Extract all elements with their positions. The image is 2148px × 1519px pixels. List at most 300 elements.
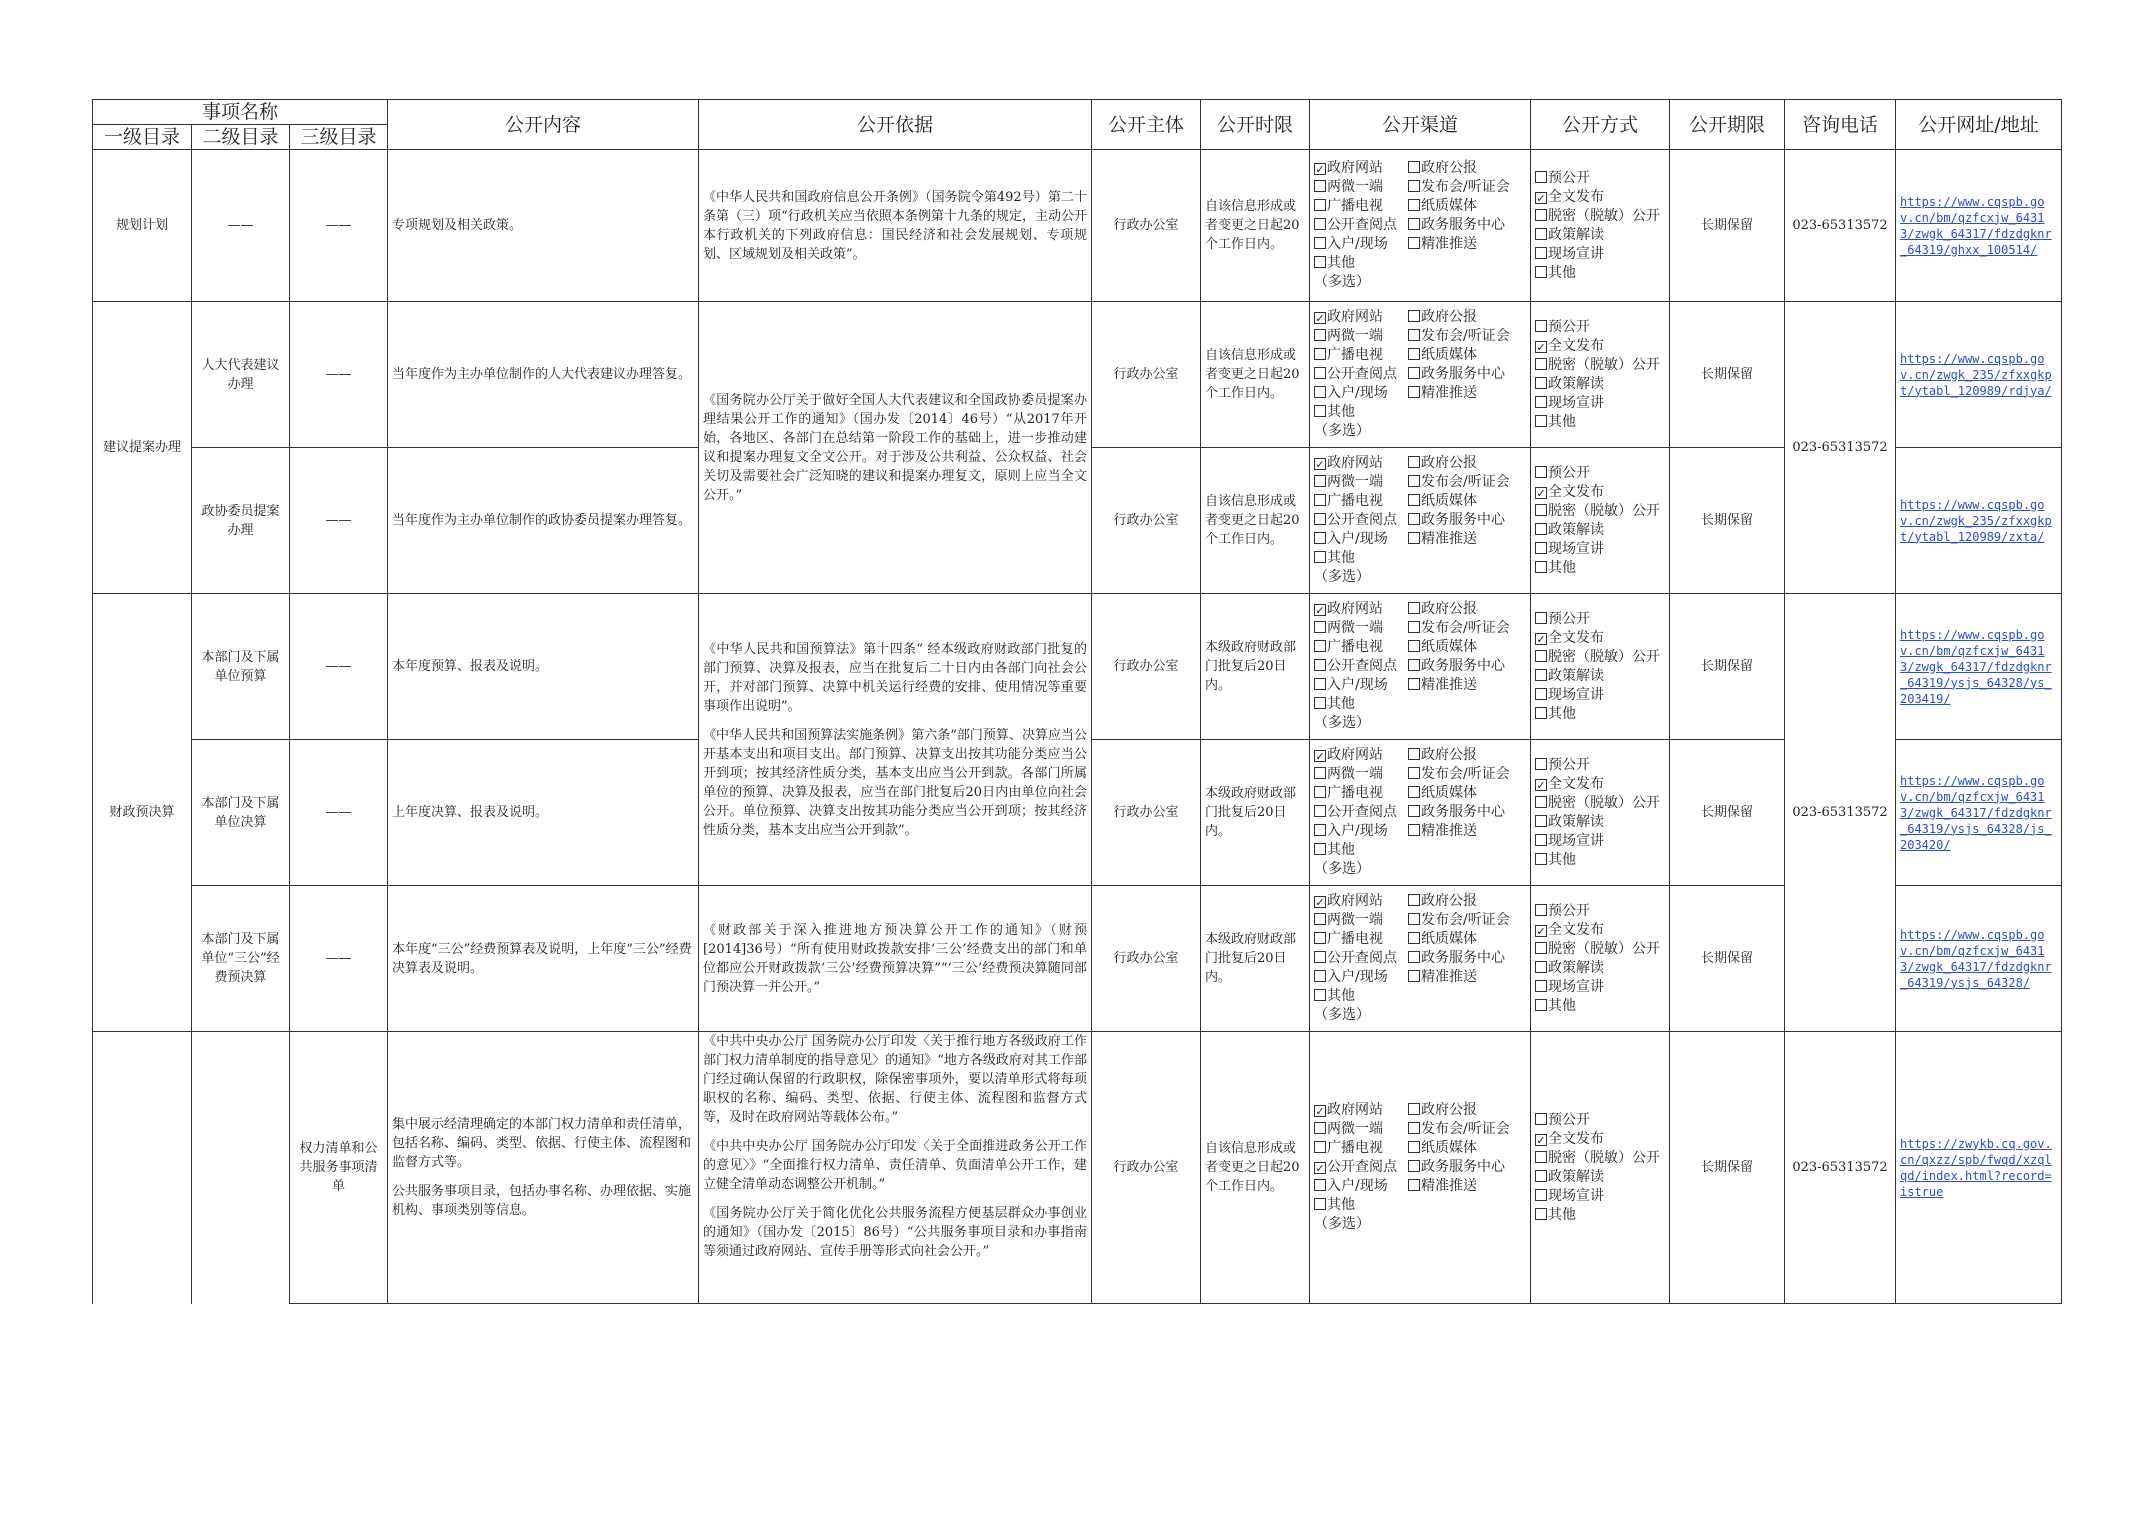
channel-option-c7[interactable] bbox=[1314, 657, 1408, 676]
checkbox[interactable] bbox=[1314, 824, 1326, 836]
channel-option-c6[interactable] bbox=[1408, 784, 1518, 803]
checkbox[interactable] bbox=[1535, 925, 1547, 937]
checkbox[interactable] bbox=[1314, 1105, 1326, 1117]
checkbox[interactable] bbox=[1535, 487, 1547, 499]
checkbox[interactable] bbox=[1535, 980, 1547, 992]
channel-cell bbox=[1310, 886, 1531, 1032]
method-cell bbox=[1531, 886, 1670, 1032]
method-label: 全文发布 bbox=[1548, 337, 1604, 354]
checkbox[interactable] bbox=[1535, 377, 1547, 389]
method-option-m2[interactable] bbox=[1535, 1130, 1665, 1149]
method-option-m5[interactable] bbox=[1535, 540, 1665, 559]
method-option-m6[interactable] bbox=[1535, 851, 1665, 870]
checkbox[interactable] bbox=[1314, 532, 1326, 544]
url-cell[interactable] bbox=[1896, 448, 2062, 594]
channel-option-c11[interactable] bbox=[1314, 987, 1526, 1006]
checkbox[interactable] bbox=[1408, 1103, 1420, 1115]
channel-option-c11[interactable] bbox=[1314, 254, 1526, 273]
checkbox[interactable] bbox=[1314, 913, 1326, 925]
channel-option-c10[interactable] bbox=[1408, 1177, 1518, 1196]
channel-option-c1[interactable] bbox=[1314, 1101, 1408, 1120]
checkbox[interactable] bbox=[1408, 786, 1420, 798]
channel-option-c8[interactable] bbox=[1408, 365, 1518, 384]
channel-option-c3[interactable] bbox=[1314, 178, 1408, 197]
method-option-m2[interactable] bbox=[1535, 483, 1665, 502]
channel-option-c11[interactable] bbox=[1314, 695, 1526, 714]
url-link[interactable]: https://www.cqspb.gov.cn/zwgk_235/zfxxgkpt/ytabl_120989/rdjya/ bbox=[1900, 351, 2052, 398]
method-option-m2[interactable] bbox=[1535, 337, 1665, 356]
checkbox[interactable] bbox=[1535, 542, 1547, 554]
url-link[interactable]: https://www.cqspb.gov.cn/zwgk_235/zfxxgkpt/ytabl_120989/zxta/ bbox=[1900, 497, 2052, 544]
level2-cell: 本部门及下属单位“三公”经费预决算 bbox=[192, 886, 290, 1032]
method-option-m1[interactable] bbox=[1535, 464, 1665, 483]
checkbox[interactable] bbox=[1314, 199, 1326, 211]
channel-option-c5[interactable] bbox=[1314, 197, 1408, 216]
level3-cell: —— bbox=[290, 302, 388, 448]
method-option-m6[interactable] bbox=[1535, 1206, 1665, 1225]
checkbox[interactable] bbox=[1408, 310, 1420, 322]
checkbox[interactable] bbox=[1314, 989, 1326, 1001]
checkbox[interactable] bbox=[1314, 678, 1326, 690]
method-option-m5[interactable] bbox=[1535, 686, 1665, 705]
url-cell[interactable] bbox=[1896, 1032, 2062, 1304]
method-option-m4[interactable] bbox=[1535, 226, 1665, 245]
checkbox[interactable] bbox=[1314, 494, 1326, 506]
checkbox[interactable] bbox=[1535, 1170, 1547, 1182]
method-label: 现场宣讲 bbox=[1548, 686, 1604, 703]
checkbox[interactable] bbox=[1535, 1151, 1547, 1163]
channel-label: 发布会/听证会 bbox=[1421, 620, 1510, 636]
channel-cell bbox=[1310, 594, 1531, 740]
basis-paragraph: 《中华人民共和国预算法实施条例》第六条“部门预算、决算应当公开基本支出和项目支出。部门预算、决算支出按其功能分类应当公开到项；按其经济性质分类，基本支出应当公开到款。各部门所属单位的预算、决算及报表，应当在部门批复后20日内由单位向社会公开。单位预算、决算支出按其功能分类应当公开到项；按其经济性质分类，基本支出应当公开到款”。 bbox=[703, 727, 1087, 838]
channel-option-c2[interactable] bbox=[1408, 308, 1518, 327]
method-option-m1[interactable] bbox=[1535, 756, 1665, 775]
checkbox[interactable] bbox=[1408, 348, 1420, 360]
method-option-m6[interactable] bbox=[1535, 705, 1665, 724]
checkbox[interactable] bbox=[1535, 247, 1547, 259]
checkbox[interactable] bbox=[1408, 180, 1420, 192]
checkbox[interactable] bbox=[1314, 843, 1326, 855]
method-option-m5[interactable] bbox=[1535, 832, 1665, 851]
channel-option-c7[interactable] bbox=[1314, 949, 1408, 968]
checkbox[interactable] bbox=[1314, 1198, 1326, 1210]
channel-option-c8[interactable] bbox=[1408, 803, 1518, 822]
method-option-m2[interactable] bbox=[1535, 629, 1665, 648]
channel-option-c4[interactable] bbox=[1408, 619, 1518, 638]
channel-label: 入户/现场 bbox=[1327, 531, 1388, 547]
method-option-m4[interactable] bbox=[1535, 667, 1665, 686]
checkbox[interactable] bbox=[1408, 1160, 1420, 1172]
channel-option-c4[interactable] bbox=[1408, 178, 1518, 197]
method-option-m6[interactable] bbox=[1535, 997, 1665, 1016]
url-link[interactable]: https://www.cqspb.gov.cn/bm/qzfcxjw_64313/zwgk_64317/fdzdgknr_64319/ysjs_64328/ bbox=[1900, 927, 2052, 990]
checkbox[interactable] bbox=[1535, 796, 1547, 808]
checkbox[interactable] bbox=[1535, 396, 1547, 408]
method-option-m4[interactable] bbox=[1535, 521, 1665, 540]
channel-option-c4[interactable] bbox=[1408, 327, 1518, 346]
channel-option-c10[interactable] bbox=[1408, 235, 1518, 254]
method-option-m3[interactable] bbox=[1535, 794, 1665, 813]
channel-option-c10[interactable] bbox=[1408, 676, 1518, 695]
checkbox[interactable] bbox=[1408, 329, 1420, 341]
channel-option-c3[interactable] bbox=[1314, 765, 1408, 784]
checkbox[interactable] bbox=[1408, 951, 1420, 963]
checkbox[interactable] bbox=[1535, 999, 1547, 1011]
checkbox[interactable] bbox=[1314, 1141, 1326, 1153]
channel-option-c9[interactable] bbox=[1314, 968, 1408, 987]
checkbox[interactable] bbox=[1314, 970, 1326, 982]
checkbox[interactable] bbox=[1314, 405, 1326, 417]
method-option-m5[interactable] bbox=[1535, 245, 1665, 264]
checkbox[interactable] bbox=[1408, 1141, 1420, 1153]
channel-option-c5[interactable] bbox=[1314, 1139, 1408, 1158]
level3-cell: —— bbox=[290, 448, 388, 594]
checkbox[interactable] bbox=[1535, 523, 1547, 535]
checkbox[interactable] bbox=[1408, 621, 1420, 633]
checkbox[interactable] bbox=[1314, 513, 1326, 525]
channel-option-c1[interactable] bbox=[1314, 892, 1408, 911]
checkbox[interactable] bbox=[1314, 1162, 1326, 1174]
checkbox[interactable] bbox=[1408, 602, 1420, 614]
checkbox[interactable] bbox=[1535, 320, 1547, 332]
time-limit-cell: 自该信息形成或者变更之日起20个工作日内。 bbox=[1201, 1032, 1310, 1304]
checkbox[interactable] bbox=[1314, 786, 1326, 798]
method-option-m3[interactable] bbox=[1535, 356, 1665, 375]
channel-label: 广播电视 bbox=[1327, 639, 1383, 655]
checkbox[interactable] bbox=[1314, 551, 1326, 563]
channel-option-c3[interactable] bbox=[1314, 1120, 1408, 1139]
channel-option-c2[interactable] bbox=[1408, 1101, 1518, 1120]
checkbox[interactable] bbox=[1408, 161, 1420, 173]
checkbox[interactable] bbox=[1535, 561, 1547, 573]
method-option-m3[interactable] bbox=[1535, 648, 1665, 667]
channel-option-c4[interactable] bbox=[1408, 473, 1518, 492]
checkbox[interactable] bbox=[1408, 237, 1420, 249]
method-option-m1[interactable] bbox=[1535, 902, 1665, 921]
checkbox[interactable] bbox=[1408, 386, 1420, 398]
channel-option-c8[interactable] bbox=[1408, 216, 1518, 235]
channel-label: 其他 bbox=[1327, 550, 1355, 566]
channel-option-c3[interactable] bbox=[1314, 473, 1408, 492]
checkbox[interactable] bbox=[1408, 970, 1420, 982]
channel-label: 入户/现场 bbox=[1327, 1178, 1388, 1194]
channel-label: 入户/现场 bbox=[1327, 677, 1388, 693]
checkbox[interactable] bbox=[1535, 1189, 1547, 1201]
channel-option-c2[interactable] bbox=[1408, 892, 1518, 911]
checkbox[interactable] bbox=[1535, 466, 1547, 478]
checkbox[interactable] bbox=[1408, 913, 1420, 925]
checkbox[interactable] bbox=[1314, 367, 1326, 379]
channel-option-c11[interactable] bbox=[1314, 1196, 1526, 1215]
url-cell[interactable] bbox=[1896, 740, 2062, 886]
checkbox[interactable] bbox=[1408, 367, 1420, 379]
checkbox[interactable] bbox=[1314, 475, 1326, 487]
checkbox[interactable] bbox=[1314, 621, 1326, 633]
checkbox[interactable] bbox=[1408, 475, 1420, 487]
channel-option-c9[interactable] bbox=[1314, 1177, 1408, 1196]
channel-option-c6[interactable] bbox=[1408, 197, 1518, 216]
checkbox[interactable] bbox=[1408, 532, 1420, 544]
channel-option-c10[interactable] bbox=[1408, 384, 1518, 403]
table-row bbox=[93, 1032, 2062, 1304]
checkbox[interactable] bbox=[1535, 707, 1547, 719]
url-link[interactable]: https://www.cqspb.gov.cn/bm/qzfcxjw_64313/zwgk_64317/fdzdgknr_64319/ysjs_64328/js_203420/ bbox=[1900, 773, 2052, 852]
checkbox[interactable] bbox=[1408, 199, 1420, 211]
header-level3: 三级目录 bbox=[290, 125, 388, 150]
checkbox[interactable] bbox=[1535, 358, 1547, 370]
channel-option-c9[interactable] bbox=[1314, 676, 1408, 695]
checkbox[interactable] bbox=[1314, 697, 1326, 709]
checkbox[interactable] bbox=[1314, 932, 1326, 944]
channel-option-c5[interactable] bbox=[1314, 346, 1408, 365]
content-cell: 专项规划及相关政策。 bbox=[388, 150, 699, 302]
channel-option-c9[interactable] bbox=[1314, 384, 1408, 403]
checkbox[interactable] bbox=[1408, 1122, 1420, 1134]
channel-option-c2[interactable] bbox=[1408, 746, 1518, 765]
checkbox[interactable] bbox=[1408, 678, 1420, 690]
checkbox[interactable] bbox=[1314, 1179, 1326, 1191]
method-option-m2[interactable] bbox=[1535, 188, 1665, 207]
channel-label: 入户/现场 bbox=[1327, 969, 1388, 985]
period-cell: 长期保留 bbox=[1670, 448, 1785, 594]
channel-option-c9[interactable] bbox=[1314, 530, 1408, 549]
checkbox[interactable] bbox=[1535, 192, 1547, 204]
channel-label: 其他 bbox=[1327, 255, 1355, 271]
method-cell bbox=[1531, 302, 1670, 448]
channel-option-c7[interactable] bbox=[1314, 216, 1408, 235]
checkbox[interactable] bbox=[1314, 256, 1326, 268]
checkbox[interactable] bbox=[1408, 748, 1420, 760]
checkbox[interactable] bbox=[1535, 209, 1547, 221]
content-cell: 本年度预算、报表及说明。 bbox=[388, 594, 699, 740]
method-option-m2[interactable] bbox=[1535, 775, 1665, 794]
channel-option-c10[interactable] bbox=[1408, 822, 1518, 841]
channel-option-c10[interactable] bbox=[1408, 530, 1518, 549]
checkbox[interactable] bbox=[1535, 341, 1547, 353]
checkbox[interactable] bbox=[1535, 853, 1547, 865]
method-option-m5[interactable] bbox=[1535, 978, 1665, 997]
checkbox[interactable] bbox=[1314, 1122, 1326, 1134]
channel-option-c7[interactable] bbox=[1314, 365, 1408, 384]
method-label: 政策解读 bbox=[1548, 667, 1604, 684]
channel-option-c7[interactable] bbox=[1314, 803, 1408, 822]
url-link[interactable]: https://zwykb.cq.gov.cn/qxzz/spb/fwqd/xzqlqd/index.html?record=istrue bbox=[1900, 1136, 2052, 1199]
channel-option-c8[interactable] bbox=[1408, 949, 1518, 968]
method-option-m1[interactable] bbox=[1535, 1111, 1665, 1130]
method-label: 脱密（脱敏）公开 bbox=[1548, 794, 1660, 811]
channel-option-c9[interactable] bbox=[1314, 822, 1408, 841]
table-row bbox=[93, 302, 2062, 448]
checkbox[interactable] bbox=[1314, 805, 1326, 817]
channel-option-c6[interactable] bbox=[1408, 1139, 1518, 1158]
channel-label: 入户/现场 bbox=[1327, 385, 1388, 401]
checkbox[interactable] bbox=[1314, 163, 1326, 175]
channel-option-c1[interactable] bbox=[1314, 600, 1408, 619]
channel-option-c6[interactable] bbox=[1408, 492, 1518, 511]
checkbox[interactable] bbox=[1535, 669, 1547, 681]
method-option-m4[interactable] bbox=[1535, 959, 1665, 978]
channel-option-c8[interactable] bbox=[1408, 1158, 1518, 1177]
method-label: 其他 bbox=[1548, 851, 1576, 868]
method-option-m2[interactable] bbox=[1535, 921, 1665, 940]
checkbox[interactable] bbox=[1535, 942, 1547, 954]
content-paragraph: 公共服务事项目录，包括办事名称、办理依据、实施机构、事项类别等信息。 bbox=[392, 1184, 692, 1218]
checkbox[interactable] bbox=[1535, 758, 1547, 770]
checkbox[interactable] bbox=[1535, 171, 1547, 183]
checkbox[interactable] bbox=[1535, 904, 1547, 916]
url-link[interactable]: https://www.cqspb.gov.cn/bm/qzfcxjw_64313/zwgk_64317/fdzdgknr_64319/ghxx_100514/ bbox=[1900, 194, 2052, 257]
channel-option-c2[interactable] bbox=[1408, 454, 1518, 473]
method-option-m5[interactable] bbox=[1535, 394, 1665, 413]
checkbox[interactable] bbox=[1535, 228, 1547, 240]
checkbox[interactable] bbox=[1314, 951, 1326, 963]
checkbox[interactable] bbox=[1408, 513, 1420, 525]
checkbox[interactable] bbox=[1314, 896, 1326, 908]
channel-option-c11[interactable] bbox=[1314, 841, 1526, 860]
checkbox[interactable] bbox=[1314, 640, 1326, 652]
checkbox[interactable] bbox=[1408, 494, 1420, 506]
channel-option-c6[interactable] bbox=[1408, 346, 1518, 365]
method-label: 全文发布 bbox=[1548, 188, 1604, 205]
channel-option-c1[interactable] bbox=[1314, 454, 1408, 473]
checkbox[interactable] bbox=[1535, 1113, 1547, 1125]
method-label: 预公开 bbox=[1548, 169, 1590, 186]
checkbox[interactable] bbox=[1408, 456, 1420, 468]
channel-label: 入户/现场 bbox=[1327, 823, 1388, 839]
channel-option-c1[interactable] bbox=[1314, 746, 1408, 765]
checkbox[interactable] bbox=[1314, 312, 1326, 324]
checkbox[interactable] bbox=[1535, 504, 1547, 516]
method-option-m6[interactable] bbox=[1535, 264, 1665, 283]
method-label: 预公开 bbox=[1548, 756, 1590, 773]
method-option-m4[interactable] bbox=[1535, 813, 1665, 832]
channel-option-c2[interactable] bbox=[1408, 600, 1518, 619]
method-option-m3[interactable] bbox=[1535, 502, 1665, 521]
checkbox[interactable] bbox=[1314, 750, 1326, 762]
checkbox[interactable] bbox=[1535, 815, 1547, 827]
channel-option-c4[interactable] bbox=[1408, 1120, 1518, 1139]
checkbox[interactable] bbox=[1535, 1134, 1547, 1146]
channel-option-c5[interactable] bbox=[1314, 492, 1408, 511]
checkbox[interactable] bbox=[1314, 659, 1326, 671]
basis-cell: 《中华人民共和国政府信息公开条例》（国务院令第492号）第二十条第（三）项“行政机关应当依照本条例第十九条的规定，主动公开本行政机关的下列政府信息：国民经济和社会发展规划、专项规划、区域规划及相关政策”。 bbox=[699, 150, 1092, 302]
channel-label: 发布会/听证会 bbox=[1421, 328, 1510, 344]
channel-option-c9[interactable] bbox=[1314, 235, 1408, 254]
checkbox[interactable] bbox=[1535, 779, 1547, 791]
channel-option-c8[interactable] bbox=[1408, 511, 1518, 530]
method-option-m3[interactable] bbox=[1535, 940, 1665, 959]
checkbox[interactable] bbox=[1314, 329, 1326, 341]
channel-option-c8[interactable] bbox=[1408, 657, 1518, 676]
channel-label: 广播电视 bbox=[1327, 493, 1383, 509]
checkbox[interactable] bbox=[1314, 767, 1326, 779]
checkbox[interactable] bbox=[1314, 237, 1326, 249]
channel-option-c1[interactable] bbox=[1314, 308, 1408, 327]
channel-option-c11[interactable] bbox=[1314, 403, 1526, 422]
checkbox[interactable] bbox=[1314, 386, 1326, 398]
url-link[interactable]: https://www.cqspb.gov.cn/bm/qzfcxjw_64313/zwgk_64317/fdzdgknr_64319/ysjs_64328/ys_203419/ bbox=[1900, 627, 2052, 706]
checkbox[interactable] bbox=[1535, 961, 1547, 973]
channel-option-c3[interactable] bbox=[1314, 327, 1408, 346]
method-option-m3[interactable] bbox=[1535, 207, 1665, 226]
channel-cell bbox=[1310, 448, 1531, 594]
checkbox[interactable] bbox=[1408, 824, 1420, 836]
method-label: 全文发布 bbox=[1548, 483, 1604, 500]
channel-option-c1[interactable] bbox=[1314, 159, 1408, 178]
channel-option-c6[interactable] bbox=[1408, 930, 1518, 949]
channel-option-c2[interactable] bbox=[1408, 159, 1518, 178]
checkbox[interactable] bbox=[1314, 218, 1326, 230]
url-cell[interactable] bbox=[1896, 150, 2062, 302]
channel-option-c5[interactable] bbox=[1314, 638, 1408, 657]
checkbox[interactable] bbox=[1408, 640, 1420, 652]
channel-option-c5[interactable] bbox=[1314, 930, 1408, 949]
checkbox[interactable] bbox=[1535, 1208, 1547, 1220]
channel-option-c4[interactable] bbox=[1408, 765, 1518, 784]
checkbox[interactable] bbox=[1408, 894, 1420, 906]
checkbox[interactable] bbox=[1535, 650, 1547, 662]
method-option-m1[interactable] bbox=[1535, 610, 1665, 629]
channel-option-c6[interactable] bbox=[1408, 638, 1518, 657]
channel-label: 其他 bbox=[1327, 404, 1355, 420]
url-cell[interactable] bbox=[1896, 594, 2062, 740]
channel-option-c7[interactable] bbox=[1314, 1158, 1408, 1177]
header-phone: 咨询电话 bbox=[1785, 100, 1896, 150]
method-option-m4[interactable] bbox=[1535, 375, 1665, 394]
checkbox[interactable] bbox=[1314, 458, 1326, 470]
method-option-m5[interactable] bbox=[1535, 1187, 1665, 1206]
checkbox[interactable] bbox=[1535, 415, 1547, 427]
checkbox[interactable] bbox=[1408, 218, 1420, 230]
url-cell[interactable] bbox=[1896, 886, 2062, 1032]
checkbox[interactable] bbox=[1314, 604, 1326, 616]
channel-option-c11[interactable] bbox=[1314, 549, 1526, 568]
time-limit-cell: 本级政府财政部门批复后20日内。 bbox=[1201, 594, 1310, 740]
checkbox[interactable] bbox=[1314, 348, 1326, 360]
checkbox[interactable] bbox=[1535, 688, 1547, 700]
checkbox[interactable] bbox=[1535, 834, 1547, 846]
method-option-m6[interactable] bbox=[1535, 413, 1665, 432]
channel-option-c7[interactable] bbox=[1314, 511, 1408, 530]
checkbox[interactable] bbox=[1314, 180, 1326, 192]
checkbox[interactable] bbox=[1408, 659, 1420, 671]
method-option-m1[interactable] bbox=[1535, 169, 1665, 188]
method-label: 现场宣讲 bbox=[1548, 978, 1604, 995]
channel-label: 政府公报 bbox=[1421, 160, 1477, 176]
method-option-m6[interactable] bbox=[1535, 559, 1665, 578]
channel-option-c4[interactable] bbox=[1408, 911, 1518, 930]
method-option-m3[interactable] bbox=[1535, 1149, 1665, 1168]
url-cell[interactable] bbox=[1896, 302, 2062, 448]
checkbox[interactable] bbox=[1535, 612, 1547, 624]
checkbox[interactable] bbox=[1408, 805, 1420, 817]
disclosure-table bbox=[92, 99, 2062, 1304]
channel-option-c3[interactable] bbox=[1314, 911, 1408, 930]
checkbox[interactable] bbox=[1408, 932, 1420, 944]
checkbox[interactable] bbox=[1408, 1179, 1420, 1191]
checkbox[interactable] bbox=[1535, 266, 1547, 278]
channel-label: 政府网站 bbox=[1327, 1102, 1383, 1118]
channel-label: 政府公报 bbox=[1421, 747, 1477, 763]
channel-option-c5[interactable] bbox=[1314, 784, 1408, 803]
channel-option-c3[interactable] bbox=[1314, 619, 1408, 638]
checkbox[interactable] bbox=[1408, 767, 1420, 779]
checkbox[interactable] bbox=[1535, 633, 1547, 645]
method-option-m1[interactable] bbox=[1535, 318, 1665, 337]
channel-option-c10[interactable] bbox=[1408, 968, 1518, 987]
method-label: 现场宣讲 bbox=[1548, 245, 1604, 262]
method-option-m4[interactable] bbox=[1535, 1168, 1665, 1187]
